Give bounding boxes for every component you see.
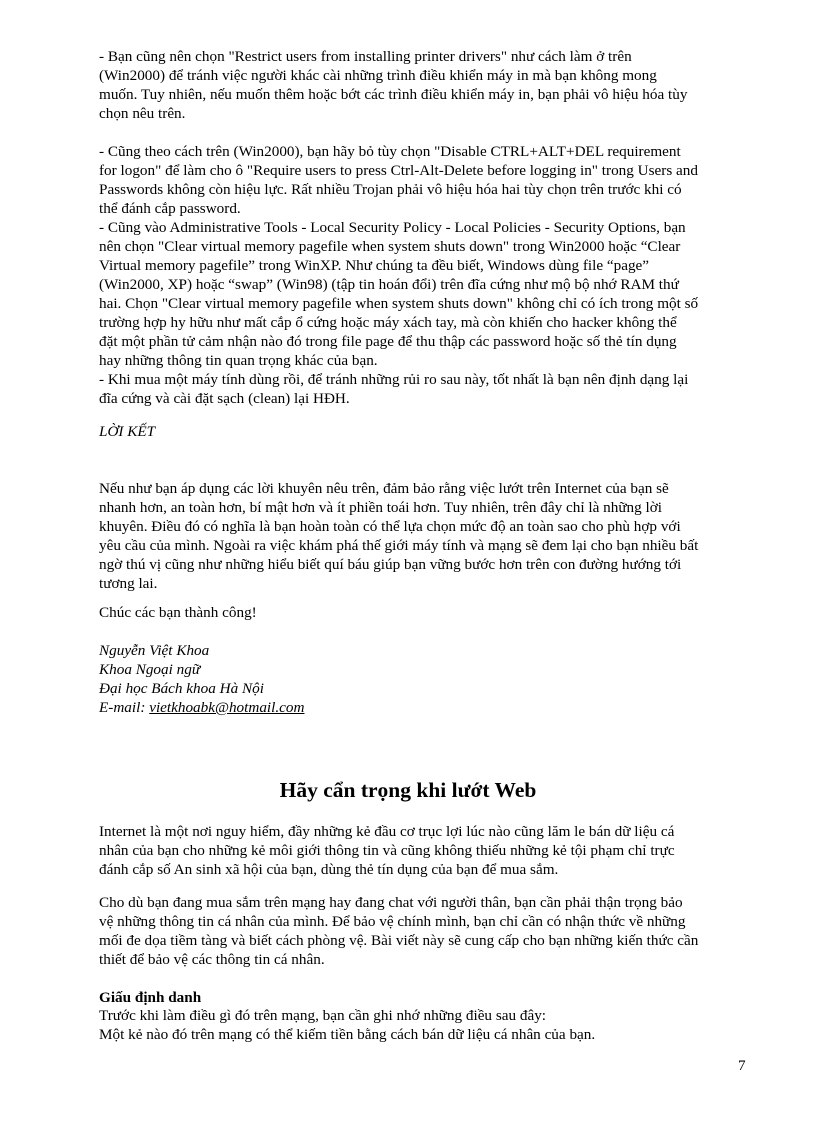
section-heading: Giấu định danh [99,989,202,1006]
conclusion-heading: LỜI KẾT [99,423,156,440]
author-name: Nguyễn Việt Khoa [99,642,210,659]
article-paragraph [99,893,759,969]
article-title: Hãy cẩn trọng khi lướt Web [279,778,537,802]
text-line: muốn. Tuy nhiên, nếu muốn thêm hoặc bớt các trình điều khiển máy in, bạn phải vô hiệu hóa tùy [99,86,688,103]
text-line: Trước khi làm điều gì đó trên mạng, bạn cần ghi nhớ những điều sau đây: [99,1007,547,1024]
author-email-line [99,698,759,717]
text-line: Internet là một nơi nguy hiểm, đầy những kẻ đầu cơ trục lợi lúc nào cũng lăm le bán dữ liệu cá [99,823,675,840]
text-line: ngờ thú vị cũng như những hiểu biết quí báu giúp bạn vững bước hơn trên con đường hướng tới [99,556,682,573]
text-line: yêu cầu của mình. Ngoài ra việc khám phá thế giới máy tính và mạng sẽ đem lại cho bạn nhiều bất [99,537,699,554]
text-line: Nếu như bạn áp dụng các lời khuyên nêu trên, đảm bảo rằng việc lướt trên Internet của bạn sẽ [99,480,669,497]
text-line: Cho dù bạn đang mua sắm trên mạng hay đang chat với người thân, bạn cần phải thận trọng bảo [99,894,683,911]
text-line: đặt một phần tử cảm nhận nào đó trong file page để thu thập các password hoặc số thẻ tín dụng [99,333,677,350]
text-line: nên chọn "Clear virtual memory pagefile when system shuts down" trong Win2000 hoặc “Clear [99,238,681,255]
author-university: Đại học Bách khoa Hà Nội [99,680,264,697]
email-link[interactable]: vietkhoabk@hotmail.com [149,699,305,716]
text-line: - Khi mua một máy tính dùng rồi, để tránh những rủi ro sau này, tốt nhất là bạn nên định dạng lại [99,371,689,388]
email-label: E-mail: [99,699,150,716]
text-line: Virtual memory pagefile” trong WinXP. Như chúng ta đều biết, Windows dùng file “page” [99,257,650,274]
text-line: hay những thông tin quan trọng khác của bạn. [99,352,378,369]
text-line: thể đánh cắp password. [99,200,241,217]
text-line: for logon" để làm cho ô "Require users to press Ctrl-Alt-Delete before logging in" trong Users and [99,162,698,179]
closing-line: Chúc các bạn thành công! [99,604,257,621]
article-intro [99,822,759,879]
text-line: - Bạn cũng nên chọn "Restrict users from installing printer drivers" như cách làm ở trên [99,48,632,65]
text-line: thiết để bảo vệ các thông tin cá nhân. [99,951,325,968]
text-line: Một kẻ nào đó trên mạng có thể kiếm tiền bằng cách bán dữ liệu cá nhân của bạn. [99,1026,596,1043]
ctrl-alt-del-bullet [99,142,759,218]
text-line: mối đe dọa tiềm tàng và biết cách phòng vệ. Bài viết này sẽ cung cấp cho bạn những kiến thức cần [99,932,699,949]
text-line: Passwords không còn hiệu lực. Rất nhiều Trojan phải vô hiệu hóa hai tùy chọn trên trước khi có [99,181,682,198]
text-line: khuyên. Điều đó có nghĩa là bạn hoàn toàn có thể lựa chọn mức độ an toàn sao cho phù hợp với [99,518,681,535]
text-line: đánh cắp số An sinh xã hội của bạn, dùng thẻ tín dụng của bạn để mua sắm. [99,861,559,878]
text-line: - Cũng theo cách trên (Win2000), bạn hãy bỏ tùy chọn "Disable CTRL+ALT+DEL requirement [99,143,681,160]
author-signature [99,641,759,717]
text-line: nhân của bạn cho những kẻ môi giới thông tin và cũng không thiếu những kẻ tội phạm chỉ trực [99,842,675,859]
text-line: vệ những thông tin cá nhân của mình. Để bảo vệ chính mình, bạn chỉ cần có nhận thức về những [99,913,686,930]
text-line: (Win2000, XP) hoặc “swap” (Win98) (tập tin hoán đổi) trên đĩa cứng như mộ bộ nhớ RAM thứ [99,276,679,293]
section-body [99,1006,759,1044]
text-line: trường hợp hy hữu như mất cắp ổ cứng hoặc máy xách tay, mà còn khiến cho hacker không thể [99,314,677,331]
text-line: nhanh hơn, an toàn hơn, bí mật hơn và ít phiền toái hơn. Tuy nhiên, trên đây chỉ là những lời [99,499,663,516]
text-line: hai. Chọn "Clear virtual memory pagefile when system shuts down" không chỉ có ích trong một số [99,295,699,312]
pagefile-bullet [99,218,759,370]
conclusion-body [99,479,759,593]
text-line: - Cũng vào Administrative Tools - Local Security Policy - Local Policies - Security Options, bạn [99,219,686,236]
text-line: tương lai. [99,575,158,592]
text-line: (Win2000) để tránh việc người khác cài những trình điều khiển máy in mà bạn không mong [99,67,657,84]
page-number: 7 [738,1057,746,1074]
author-department: Khoa Ngoại ngữ [99,661,201,678]
text-line: chọn nêu trên. [99,105,186,122]
printer-drivers-bullet [99,47,759,123]
used-pc-bullet [99,370,759,408]
text-line: đĩa cứng và cài đặt sạch (clean) lại HĐH. [99,390,350,407]
